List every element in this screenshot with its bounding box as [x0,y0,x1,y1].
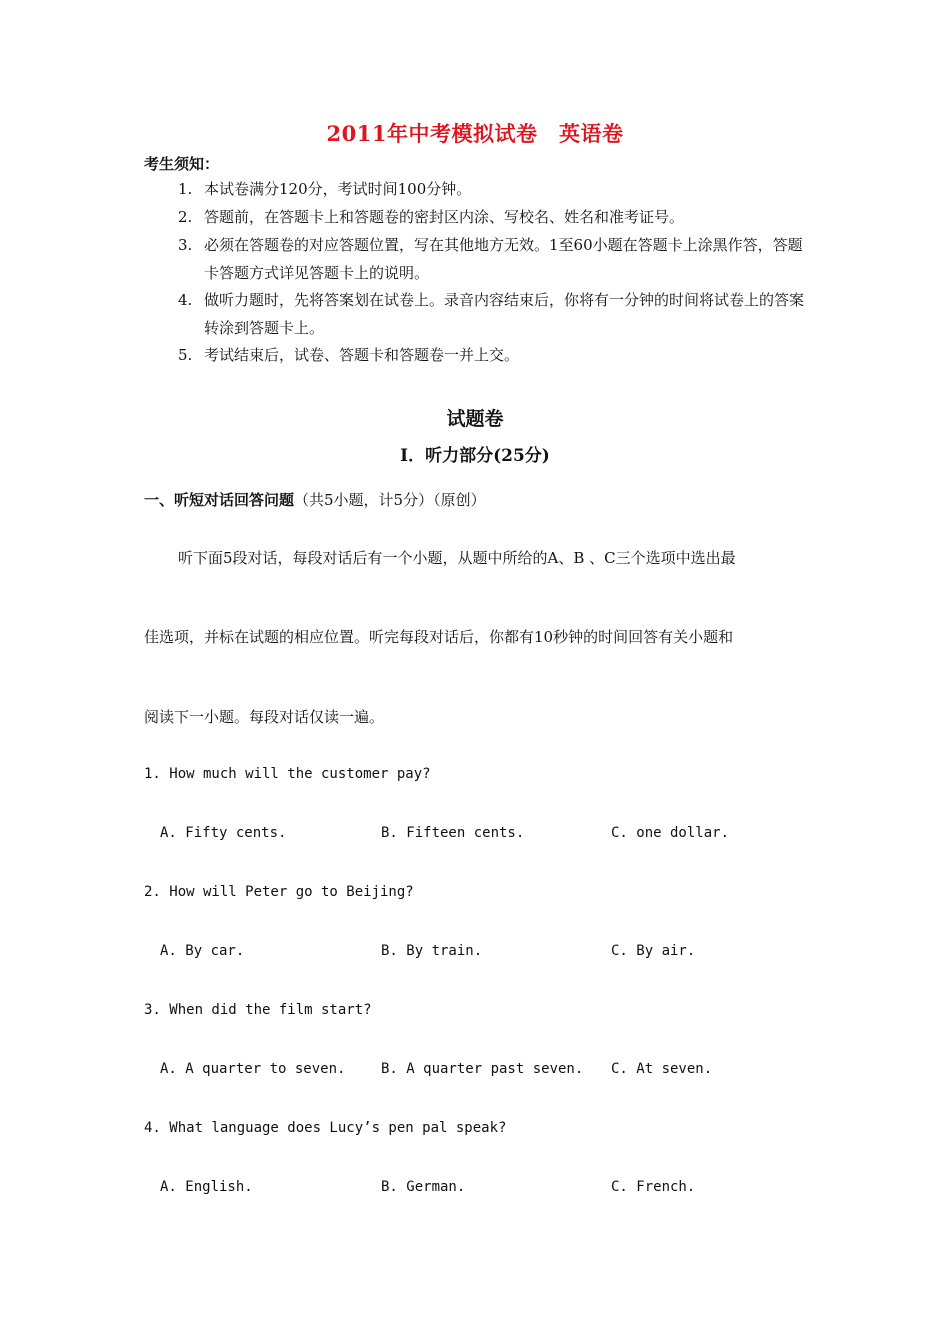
option-b: B. Fifteen cents. [381,825,525,841]
exam-title: 2011年中考模拟试卷 英语卷 [326,121,624,146]
notice-item-text: 答题前，在答题卡上和答题卷的密封区内涂、写校名、姓名和准考证号。 [204,208,685,226]
notice-item-text: 做听力题时，先将答案划在试卷上。录音内容结束后，你将有一分钟的时间将试卷上的答案转涂到答题卡上。 [204,291,805,337]
option-b: B. A quarter past seven. [381,1061,584,1077]
option-a: A. English. [160,1179,253,1195]
notice-item-text: 考试结束后，试卷、答题卡和答题卷一并上交。 [204,346,520,364]
notice-item [178,341,814,369]
notice-item-text: 必须在答题卷的对应答题位置，写在其他地方无效。1至60小题在答题卡上涂黑作答，答题卡答题方式详见答题卡上的说明。 [204,236,803,282]
notice-item-number: 5. [178,346,193,364]
intro-line: 阅读下一小题。每段对话仅读一遍。 [144,708,385,726]
notice-item-number: 3. [178,236,193,254]
section-note: （共5小题，计5分）（原创） [294,491,486,509]
part-heading: Ⅰ．听力部分(25分) [400,446,550,466]
notice-item-number: 1. [178,180,193,198]
question-stem: 4. What language does Lucy’s pen pal speak? [144,1120,507,1136]
section-heading [144,489,486,510]
question-stem: 2. How will Peter go to Beijing? [144,884,414,900]
option-c: C. At seven. [611,1061,713,1077]
question-stem: 3. When did the film start? [144,1002,372,1018]
option-b: B. German. [381,1179,466,1195]
option-b: B. By train. [381,943,483,959]
notice-item [178,286,814,342]
question-stem: 1. How much will the customer pay? [144,766,431,782]
notice-item-number: 4. [178,291,193,309]
intro-line: 听下面5段对话，每段对话后有一个小题，从题中所给的A、B 、C三个选项中选出最 [178,549,736,567]
notice-item [178,203,814,231]
notice-heading: 考生须知： [144,155,220,173]
option-a: A. By car. [160,943,245,959]
notice-item [178,231,814,287]
intro-line: 佳选项，并标在试题的相应位置。听完每段对话后，你都有10秒钟的时间回答有关小题和 [144,628,734,646]
notice-item-text: 本试卷满分120分，考试时间100分钟。 [204,180,472,198]
paper-heading: 试题卷 [446,408,504,430]
notice-item-number: 2. [178,208,193,226]
section-title: 一、听短对话回答问题 [144,491,295,509]
option-c: C. By air. [611,943,696,959]
option-a: A. Fifty cents. [160,825,287,841]
notice-item [178,175,814,203]
option-a: A. A quarter to seven. [160,1061,346,1077]
option-c: C. French. [611,1179,696,1195]
option-c: C. one dollar. [611,825,730,841]
